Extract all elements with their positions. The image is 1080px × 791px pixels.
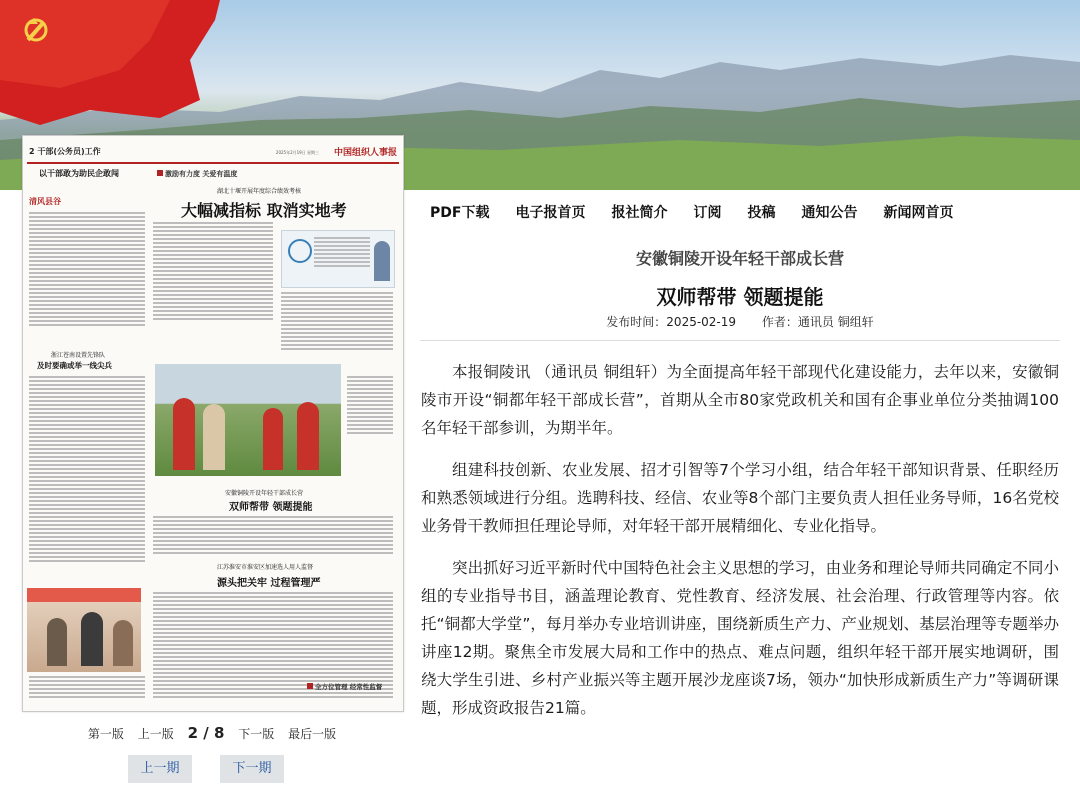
- paper-footer-tag: 全方位管理 经常性监督: [307, 682, 382, 691]
- paper-masthead: 中国组织人事报: [333, 148, 397, 158]
- current-page-indicator: 2 / 8: [187, 724, 225, 742]
- paper-text-block: [29, 676, 145, 700]
- nav-epaper-home[interactable]: 电子报首页: [515, 205, 586, 221]
- paper-kicker-mid: 安徽铜陵开设年轻干部成长营: [225, 490, 304, 497]
- date-label: 发布时间：: [606, 315, 667, 329]
- paper-headline-left: 以干部敢为助民企敢闯: [39, 168, 119, 178]
- nav-subscribe[interactable]: 订阅: [693, 205, 722, 221]
- top-nav: [430, 202, 979, 222]
- paper-text-block: [153, 222, 273, 322]
- paper-photo-field: [155, 364, 341, 476]
- paper-header: [27, 144, 399, 164]
- paper-headline-left-2: 及时要确或举一线尖兵: [37, 361, 112, 370]
- article-paragraph: 组建科技创新、农业发展、招才引智等7个学习小组，结合年轻干部知识背景、任职经历和熟悉领域进行分组。选聘科技、经信、农业等8个部门主要负责人担任业务导师，16名党校业务骨干教师担任理论导师，对年轻干部开展精细化、专业化指导。: [421, 461, 1059, 535]
- nav-submit[interactable]: 投稿: [747, 205, 776, 221]
- last-page-link[interactable]: 最后一版: [288, 727, 337, 741]
- paper-kicker-top: 激励有力度 关爱有温度: [157, 169, 237, 179]
- next-page-link[interactable]: 下一版: [238, 727, 275, 741]
- paper-headline-bottom: 源头把关牢 过程管理严: [217, 578, 321, 589]
- prev-page-link[interactable]: 上一版: [137, 727, 174, 741]
- author-label: 作者：: [761, 315, 798, 329]
- article-meta: [420, 313, 1060, 330]
- page-pager: [22, 724, 402, 742]
- article-paragraph: 本报铜陵讯 （通讯员 铜组轩）为全面提高年轻干部现代化建设能力，去年以来，安徽铜陵市开设“铜都年轻干部成长营”，首期从全市80家党政机关和国有企事业单位分类抽调100名年轻干部参训，为期半年。: [421, 363, 1059, 437]
- author: 通讯员 铜组轩: [797, 315, 874, 329]
- nav-pdf-download[interactable]: PDF下载: [430, 205, 490, 221]
- article-subtitle: 安徽铜陵开设年轻干部成长营: [635, 249, 844, 268]
- article-title: 双师帮带 领题提能: [656, 285, 824, 309]
- paper-kicker-bottom: 江苏淮安市淮安区加速选人用人监督: [217, 564, 314, 571]
- divider: [420, 340, 1060, 341]
- paper-column-name: 清风县谷: [29, 196, 61, 206]
- paper-infobox: [281, 230, 395, 288]
- paper-photo-students: [27, 588, 141, 672]
- paper-subhead-left: 浙江苍南设置先锋队: [51, 352, 106, 359]
- article-body: [421, 358, 1059, 736]
- nav-notices[interactable]: 通知公告: [801, 205, 858, 221]
- prev-issue-button[interactable]: 上一期: [128, 755, 192, 783]
- paper-headline-main-top: 大幅减指标 取消实地考: [181, 201, 347, 220]
- paper-text-block: [347, 376, 393, 436]
- paper-headline-mid: 双师帮带 领题提能: [229, 502, 313, 513]
- paper-subhead-top: 湖北十堰开展年度综合绩效考核: [217, 188, 302, 195]
- paper-text-block: [29, 184, 145, 328]
- nav-news-home[interactable]: 新闻网首页: [883, 205, 954, 221]
- first-page-link[interactable]: 第一版: [87, 727, 124, 741]
- publish-date: 2025-02-19: [666, 315, 737, 329]
- nav-about[interactable]: 报社简介: [611, 205, 668, 221]
- paper-text-block: [29, 376, 145, 564]
- paper-section: 2 干部(公务员)工作: [29, 147, 101, 156]
- paper-date: 2025年2月19日 星期三: [275, 150, 319, 155]
- paper-text-block: [281, 292, 393, 352]
- paper-text-block: [153, 516, 393, 556]
- article-paragraph: 突出抓好习近平新时代中国特色社会主义思想的学习，由业务和理论导师共同确定不同小组的专业指导书目，涵盖理论教育、党性教育、经济发展、社会治理、行政管理等内容。依托“铜都大学堂”，每月举办专业培训讲座，围绕新质生产力、产业规划、基层治理等专题举办讲座12期。聚焦全市发展大局和工作中的热点、难点问题，组织年轻干部开展实地调研，围绕大学生引进、乡村产业振兴等主题开展沙龙座谈7场，领办“加快形成新质生产力”等调研课题，形成资政报告21篇。: [421, 559, 1059, 717]
- next-issue-button[interactable]: 下一期: [220, 755, 284, 783]
- newspaper-page-image[interactable]: [22, 135, 404, 712]
